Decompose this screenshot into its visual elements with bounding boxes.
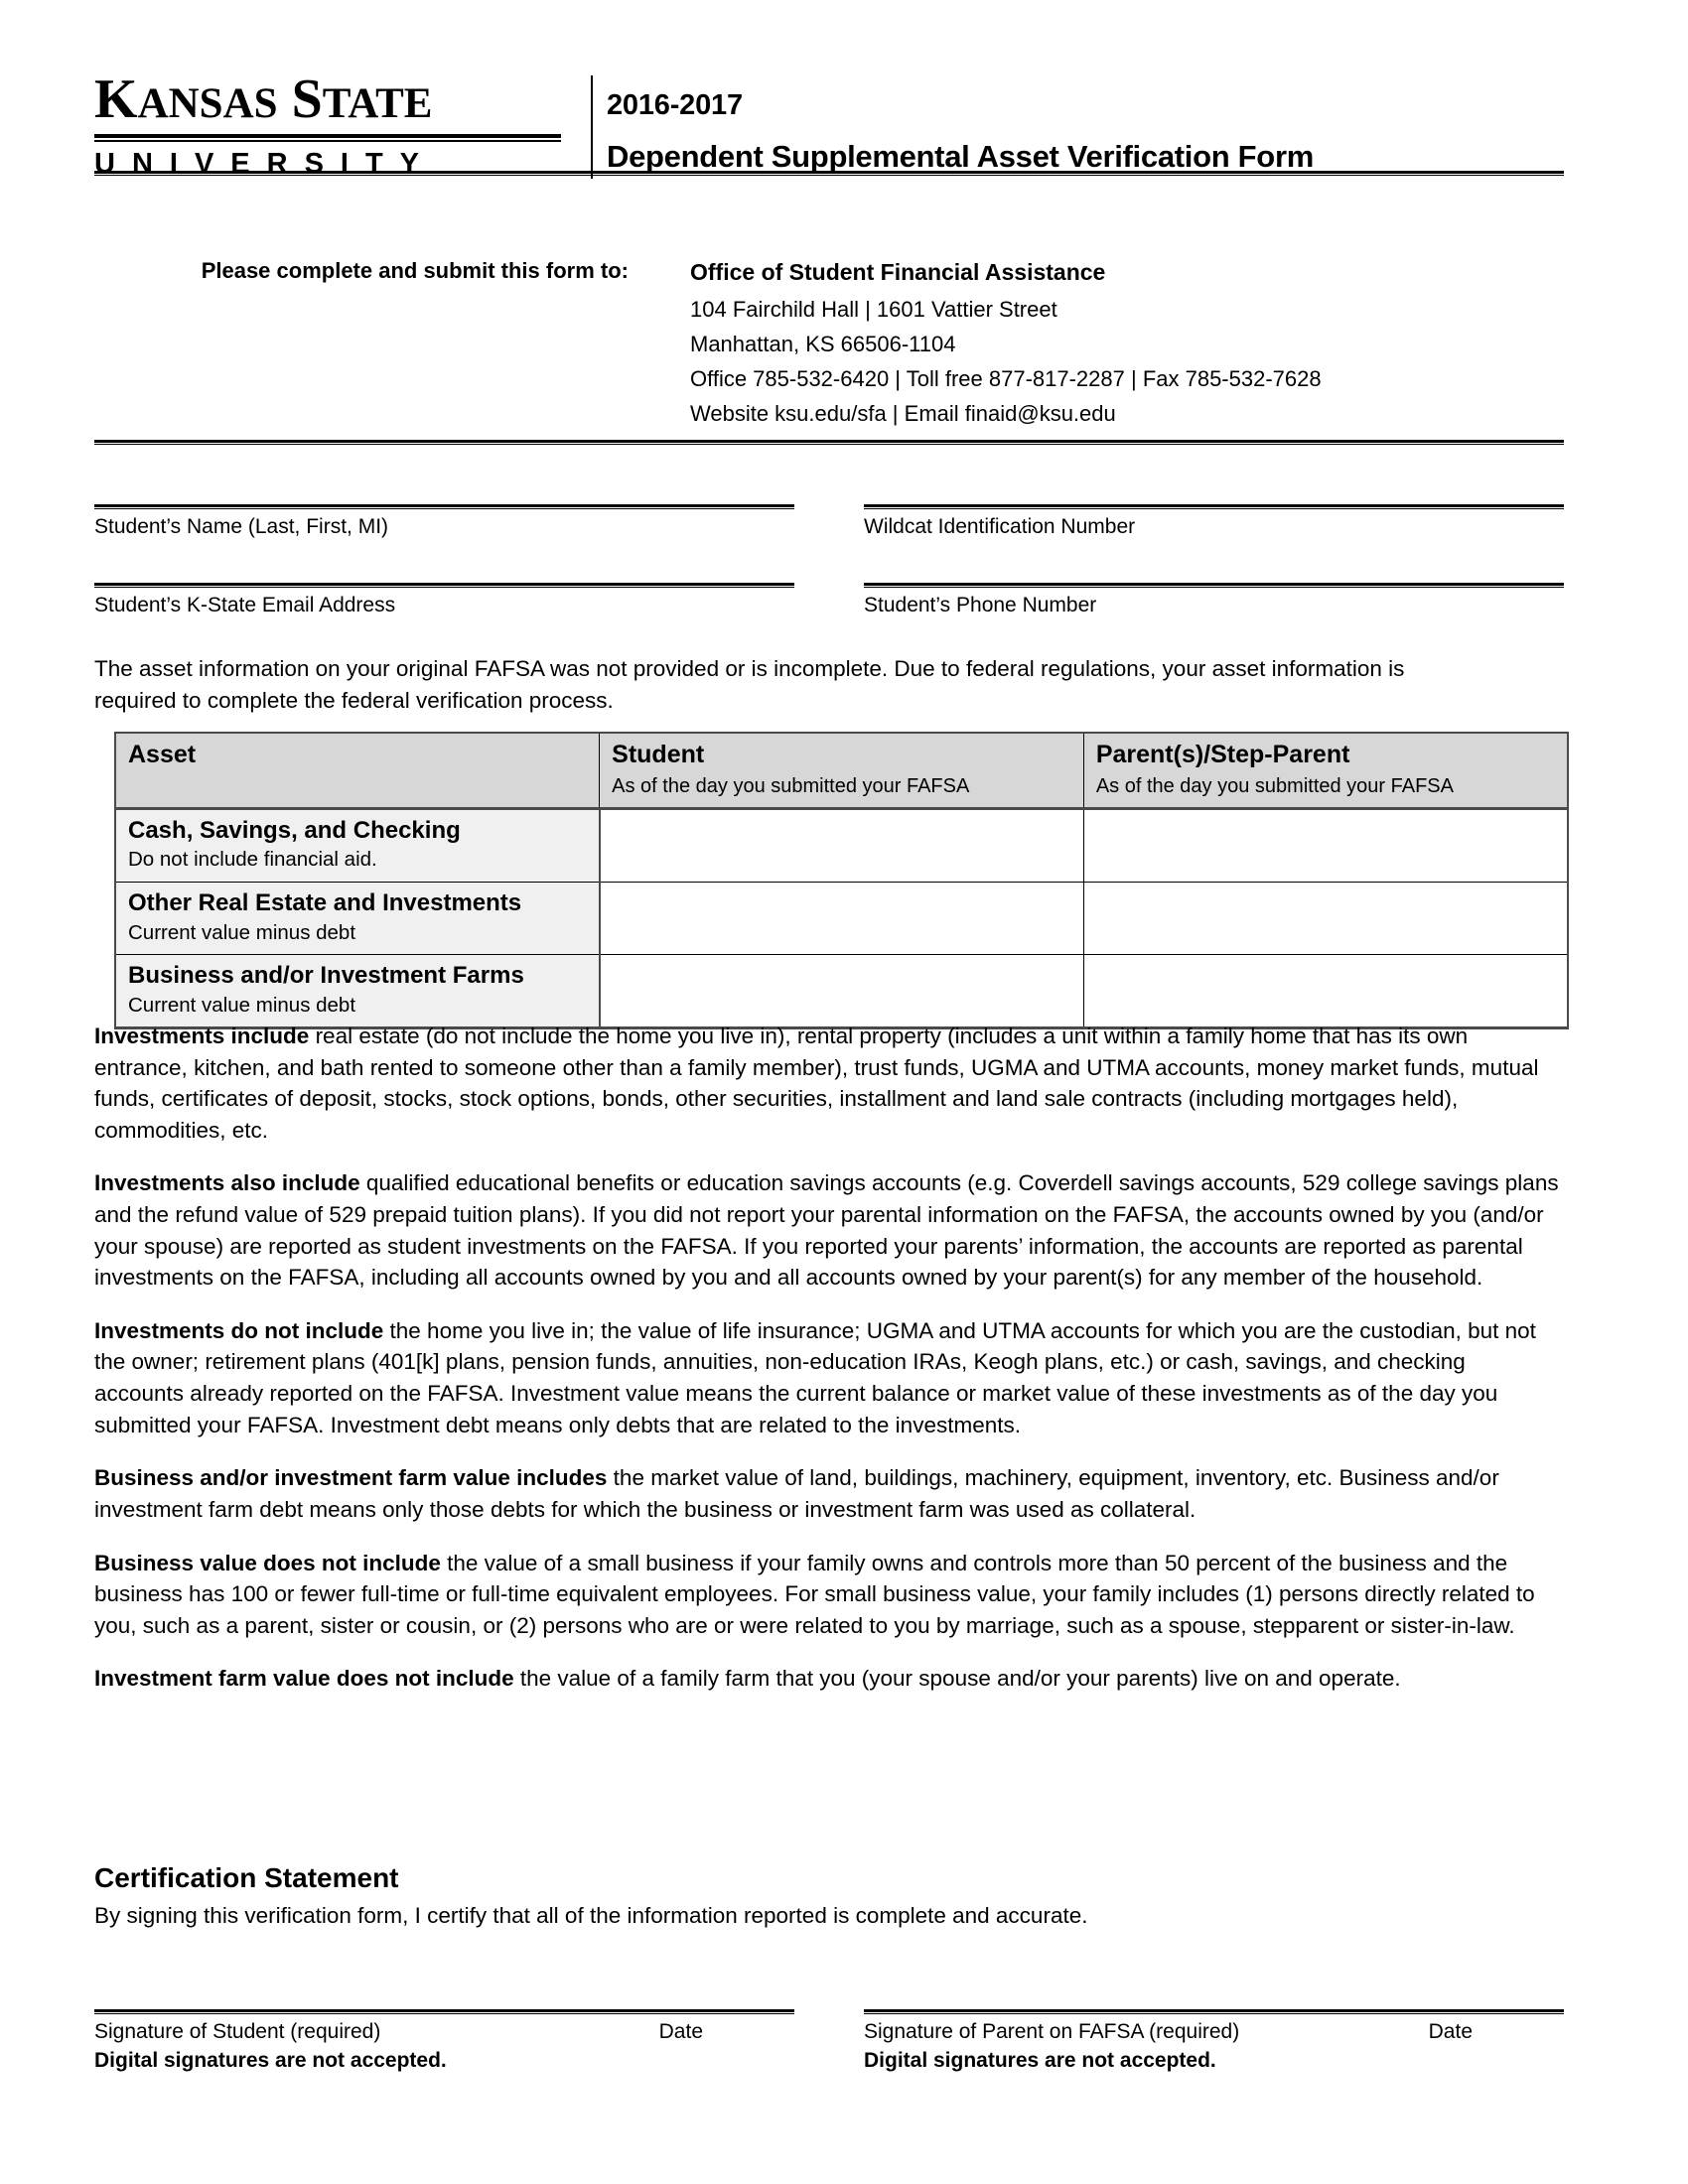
table-row	[115, 808, 1568, 882]
definitions-section	[94, 1021, 1559, 1716]
parent-value-realestate[interactable]	[1083, 882, 1568, 954]
asset-name-realestate: Other Real Estate and Investments	[128, 888, 522, 916]
paragraph-lead: Investments include	[94, 1024, 310, 1048]
certification-heading: Certification Statement	[94, 1862, 399, 1893]
asset-table	[114, 732, 1569, 1029]
paragraph-farm-value-includes	[94, 1462, 1559, 1525]
asset-note-realestate: Current value minus debt	[128, 920, 356, 944]
asset-table-body	[115, 808, 1568, 1028]
paragraph-body: the home you live in; the value of life insurance; UGMA and UTMA accounts for which you are the custodian, but not the owner; retirement plans (401[k] plans, pension funds, annuities, non-education IRAs, Keogh plans, etc.) or cash, savings, and checking accounts already reported on the FAFSA. Investment value means the current balance or market value of these investments as of the day you submitted your FAFSA. Investment debt means only debts that are related to the investments.	[94, 1317, 1536, 1437]
student-identity-row-1	[94, 504, 1564, 539]
student-signature-note: Digital signatures are not accepted.	[94, 2049, 447, 2072]
paragraph-investments-do-not-include	[94, 1315, 1559, 1440]
office-address-line-1: 104 Fairchild Hall | 1601 Vattier Street	[690, 296, 1057, 322]
parent-signature-block[interactable]	[864, 2009, 1564, 2073]
asset-label-realestate	[115, 882, 600, 954]
asset-name-business: Business and/or Investment Farms	[128, 962, 524, 990]
paragraph-farm-value-not-include	[94, 1663, 1559, 1695]
ksu-logo	[94, 68, 591, 181]
student-signature-block[interactable]	[94, 2009, 794, 2073]
intro-paragraph: The asset information on your original FAFSA was not provided or is incomplete. Due to federal regulations, your asset information is required to complete the federal verification process.	[94, 656, 1405, 713]
office-contact-block	[690, 256, 1322, 434]
paragraph-lead: Business value does not include	[94, 1550, 441, 1575]
wildcat-id-label: Wildcat Identification Number	[864, 515, 1136, 538]
paragraph-body: real estate (do not include the home you live in), rental property (includes a unit within a family home that has its own entrance, kitchen, and bath rented to someone other than a family member), trust funds, UGMA and UTMA accounts, money market funds, mutual funds, certificates of deposit, stocks, stock options, bonds, other securities, installment and land sale contracts (including mortgages held), commodities, etc.	[94, 1024, 1539, 1143]
office-name: Office of Student Financial Assistance	[690, 259, 1106, 285]
paragraph-body: the value of a small business if your family owns and controls more than 50 percent of the business and the business has 100 or fewer full-time or full-time equivalent employees. For small business value, your family includes (1) persons directly related to you, such as a parent, sister or cousin, or (2) persons who are or were related to you by marriage, such as a spouse, stepparent or sister-in-law.	[94, 1550, 1535, 1638]
wildcat-id-field[interactable]	[864, 504, 1564, 539]
parent-signature-note: Digital signatures are not accepted.	[864, 2049, 1216, 2072]
paragraph-investments-also-include	[94, 1167, 1559, 1293]
student-value-realestate[interactable]	[600, 882, 1084, 954]
logo-university-word: UNIVERSITY	[94, 148, 437, 180]
student-name-field[interactable]	[94, 504, 794, 539]
paragraph-lead: Business and/or investment farm value includes	[94, 1465, 608, 1491]
student-email-field[interactable]	[94, 583, 794, 617]
student-email-label: Student’s K-State Email Address	[94, 594, 396, 616]
parent-value-business[interactable]	[1083, 955, 1568, 1028]
submit-to-section	[94, 256, 1564, 434]
submit-to-label: Please complete and submit this form to:	[201, 258, 629, 283]
asset-name-cash: Cash, Savings, and Checking	[128, 816, 461, 844]
header-parent-sublabel: As of the day you submitted your FAFSA	[1095, 774, 1454, 797]
office-address-line-2: Manhattan, KS 66506-1104	[690, 331, 956, 356]
student-phone-field[interactable]	[864, 583, 1564, 617]
paragraph-lead: Investment farm value does not include	[94, 1666, 514, 1692]
asset-label-cash	[115, 808, 600, 882]
paragraph-lead: Investments also include	[94, 1170, 360, 1196]
student-name-label: Student’s Name (Last, First, MI)	[94, 515, 389, 538]
asset-note-cash: Do not include financial aid.	[128, 848, 377, 872]
logo-divider-rule	[94, 134, 561, 142]
student-value-cash[interactable]	[600, 808, 1084, 882]
student-signature-labels	[94, 2014, 794, 2044]
office-phone-line: Office 785-532-6420 | Toll free 877-817-2287 | Fax 785-532-7628	[690, 366, 1322, 392]
asset-note-business: Current value minus debt	[128, 993, 356, 1017]
asset-label-business	[115, 955, 600, 1028]
parent-signature-labels	[864, 2014, 1564, 2044]
header-cell-student	[600, 733, 1084, 808]
table-row	[115, 955, 1568, 1028]
certification-text: By signing this verification form, I certify that all of the information reported is complete and accurate.	[94, 1903, 1088, 1928]
header-cell-parent	[1083, 733, 1568, 808]
student-identity-row-2	[94, 583, 1564, 617]
form-title-block	[593, 71, 1314, 175]
student-phone-label: Student’s Phone Number	[864, 594, 1097, 616]
header-cell-asset	[115, 733, 600, 808]
student-date-label: Date	[658, 2020, 703, 2043]
parent-signature-label: Signature of Parent on FAFSA (required)	[864, 2020, 1240, 2043]
student-value-business[interactable]	[600, 955, 1084, 1028]
paragraph-lead: Investments do not include	[94, 1317, 384, 1343]
signature-section	[94, 2009, 1564, 2073]
paragraph-investments-include	[94, 1021, 1559, 1146]
student-signature-label: Signature of Student (required)	[94, 2020, 381, 2043]
paragraph-body: the market value of land, buildings, machinery, equipment, inventory, etc. Business and/or investment farm debt means only those debts for which the business or investment farm was used as collateral.	[94, 1465, 1499, 1522]
logo-kansas-state: KANSAS STATE	[94, 68, 433, 130]
contact-rule	[94, 440, 1564, 445]
header-rule	[94, 171, 1564, 176]
asset-table-head	[115, 733, 1568, 808]
form-year: 2016-2017	[607, 89, 743, 121]
header-asset-label: Asset	[128, 741, 197, 768]
page-header	[94, 68, 1564, 181]
paragraph-body: qualified educational benefits or education savings accounts (e.g. Coverdell savings accounts, 529 college savings plans and the refund value of 529 prepaid tuition plans). If you did not report your parental information on the FAFSA, the accounts owned by you (and/or your spouse) are reported as student investments on the FAFSA. If you reported your parents’ information, the accounts are reported as parental investments on the FAFSA, including all accounts owned by you and all accounts owned by your parent(s) for any member of the household.	[94, 1170, 1559, 1291]
parent-date-label: Date	[1428, 2020, 1473, 2043]
paragraph-business-value-not-include	[94, 1548, 1559, 1642]
parent-value-cash[interactable]	[1083, 808, 1568, 882]
paragraph-body: the value of a family farm that you (your spouse and/or your parents) live on and operate.	[513, 1666, 1401, 1692]
header-student-label: Student	[612, 741, 705, 768]
header-student-sublabel: As of the day you submitted your FAFSA	[612, 774, 970, 797]
office-web-line: Website ksu.edu/sfa | Email finaid@ksu.edu	[690, 401, 1116, 427]
page-title: Dependent Supplemental Asset Verification Form	[607, 138, 1314, 174]
header-parent-label: Parent(s)/Step-Parent	[1095, 741, 1350, 768]
table-row	[115, 882, 1568, 954]
asset-table-header-row	[115, 733, 1568, 808]
